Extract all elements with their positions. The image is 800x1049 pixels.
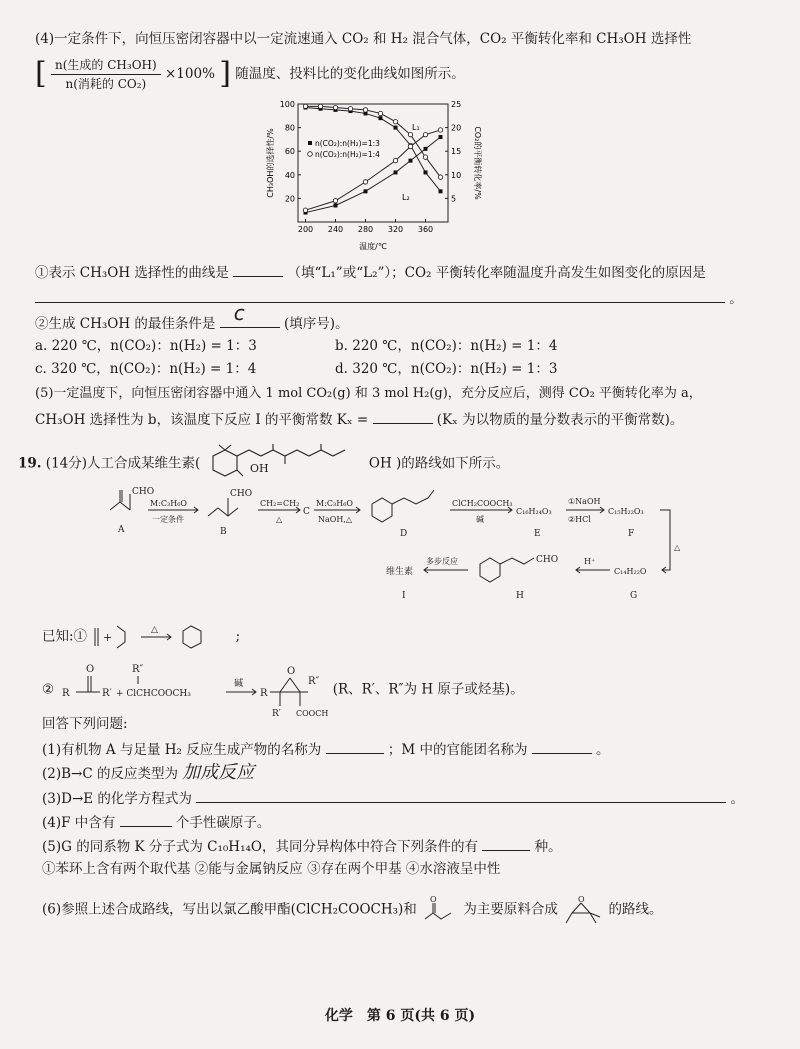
diels-alder-scheme: [91, 622, 231, 652]
f-formula: C₁₅H₂₂O₃: [608, 507, 644, 516]
label-b: B: [220, 527, 227, 537]
answer-blank-name[interactable]: [326, 739, 384, 754]
known-1-semicolon: ;: [235, 628, 241, 645]
structure-a: [110, 502, 130, 510]
label-a: A: [118, 525, 125, 535]
legend-marker-1-3: [308, 141, 312, 145]
data-point-circle: [363, 180, 367, 184]
known-1-label: 已知:①: [42, 628, 88, 645]
q19-6-text-c: 的路线。: [608, 901, 663, 918]
q18-4-q2-text2: (填序号)。: [284, 316, 349, 332]
option-c: c. 320 ℃，n(CO₂)：n(H₂) = 1：4: [35, 361, 257, 377]
cyclohexene: [183, 626, 201, 648]
y-tick-label: 20: [284, 194, 295, 204]
darzens-scheme: [58, 660, 328, 720]
g-formula: C₁₄H₂₂O: [614, 567, 647, 576]
x-tick-label: 200: [297, 225, 314, 234]
known-2: [42, 660, 524, 720]
selectivity-fraction: [51, 56, 161, 93]
known-1: [42, 622, 240, 652]
epoxide-o: O: [578, 895, 585, 904]
data-point-square: [424, 147, 428, 151]
q19-6: [42, 895, 662, 925]
label-h: H: [516, 591, 524, 601]
page-footer: 化学 第 6 页(共 6 页): [324, 1008, 476, 1024]
r1-bot: 一定条件: [152, 515, 184, 524]
legend-1-3: n(CO₂):n(H₂)=1:3: [315, 139, 380, 148]
known-2-label: ②: [42, 681, 55, 698]
butanone-structure: [421, 895, 459, 925]
q19-4: [42, 812, 270, 832]
y2-tick-label: 10: [451, 170, 462, 180]
known-2-product-rpp: R″: [308, 676, 320, 687]
q19-3-end: 。: [730, 791, 744, 807]
x-tick-label: 240: [327, 225, 344, 234]
data-point-square: [379, 116, 383, 120]
y-tick-label: 60: [284, 147, 295, 157]
questions-header: 回答下列问题:: [42, 716, 128, 732]
q18-4-q1-end: 。: [729, 291, 743, 307]
data-point-circle: [438, 128, 442, 132]
known-2-base: 碱: [234, 679, 244, 689]
q19-6-text-b: 为主要原料合成: [463, 901, 558, 918]
q19-3: [42, 788, 744, 808]
r6: H⁺: [584, 557, 596, 566]
q18-4-q2: [35, 301, 349, 333]
known-2-product-cooch3: COOCH₃: [296, 709, 329, 718]
label-g: G: [630, 591, 638, 601]
r5-top: ①NaOH: [568, 497, 601, 506]
data-point-circle: [393, 158, 397, 162]
y-tick-label: 40: [284, 170, 295, 180]
r7: △: [674, 543, 681, 552]
b-cho: CHO: [230, 489, 253, 499]
plot-frame: [298, 104, 448, 222]
answer-blank-isomers[interactable]: [482, 836, 530, 851]
q18-4-intro2: 随温度、投料比的变化曲线如图所示。: [235, 66, 465, 82]
y-axis-label: CH₃OH的选择性/%: [266, 128, 275, 198]
data-point-circle: [348, 107, 352, 111]
x-tick-label: 360: [417, 225, 434, 234]
structure-b: [208, 508, 238, 516]
r3-top: M:C₃H₆O: [316, 499, 353, 508]
q18-4-q1-text: ①表示 CH₃OH 选择性的曲线是: [35, 265, 229, 281]
q19-1-text: (1)有机物 A 与足量 H₂ 反应生成产物的名称为: [42, 742, 322, 758]
y2-tick-label: 25: [451, 100, 462, 109]
legend-marker-1-4: [308, 152, 313, 157]
data-point-square: [439, 189, 443, 193]
curve-label-l1: L₁: [412, 123, 420, 132]
answer-blank-chiral[interactable]: [120, 812, 172, 827]
option-d: d. 320 ℃，n(CO₂)：n(H₂) = 1：3: [335, 361, 558, 377]
q18-4-q1-line2: [35, 288, 743, 308]
r5-bot: ②HCl: [568, 515, 591, 524]
answer-blank-curve[interactable]: [233, 262, 283, 277]
label-c: C: [303, 507, 310, 517]
q19-5-text: (5)G 的同系物 K 分子式为 C₁₀H₁₄O，其同分异构体中符合下列条件的有: [42, 839, 478, 855]
data-point-circle: [393, 120, 397, 124]
r4-bot: 碱: [476, 515, 484, 524]
y-tick-label: 100: [279, 100, 295, 109]
q19-3-text: (3)D→E 的化学方程式为: [42, 791, 192, 807]
answer-blank-kx[interactable]: [373, 409, 433, 424]
known-2-o: O: [86, 664, 95, 675]
x-axis-label: 温度/℃: [359, 242, 387, 251]
answer-blank-condition[interactable]: [220, 301, 280, 328]
q19-2: [42, 764, 254, 783]
answer-blank-reason[interactable]: [35, 288, 725, 303]
data-point-square: [334, 203, 338, 207]
a-cho: CHO: [132, 487, 155, 497]
q18-4-q1-text2: （填“L₁”或“L₂”）；CO₂ 平衡转化率随温度升高发生如图变化的原因是: [287, 265, 706, 281]
q19-title: [18, 444, 509, 484]
x-tick-label: 280: [357, 225, 374, 234]
data-point-circle: [333, 199, 337, 203]
data-point-circle: [333, 105, 337, 109]
q19-2-text: (2)B→C 的反应类型为: [42, 766, 178, 782]
y2-tick-label: 20: [451, 123, 462, 133]
h-cho: CHO: [536, 555, 559, 565]
label-e: E: [534, 529, 541, 539]
data-point-circle: [378, 111, 382, 115]
known-2-product-r: R: [260, 688, 268, 699]
q19-1: [42, 739, 610, 759]
right-bracket: ]: [219, 56, 231, 91]
q19-1-end: 。: [596, 742, 610, 758]
data-point-circle: [423, 132, 427, 136]
data-point-square: [424, 170, 428, 174]
q19-title-b: )的路线如下所示。: [396, 455, 510, 472]
known-2-note: (R、R′、R″为 H 原子或烃基)。: [332, 681, 524, 698]
data-point-circle: [408, 132, 412, 136]
q18-5-line2-text2: (Kₓ 为以物质的量分数表示的平衡常数)。: [436, 412, 684, 428]
known-2-epoxide-o: O: [287, 666, 296, 677]
handwritten-answer-addition: 加成反应: [182, 762, 255, 783]
q18-4-fraction-line: [35, 55, 465, 93]
r2-bot: △: [276, 515, 283, 524]
e-formula: C₁₆H₂₄O₃: [516, 507, 552, 516]
chart-series: [303, 104, 442, 214]
option-b: b. 220 ℃，n(CO₂)：n(H₂) = 1：4: [335, 338, 558, 354]
q19-5: [42, 836, 562, 856]
option-a: a. 220 ℃，n(CO₂)：n(H₂) = 1：3: [35, 338, 257, 354]
r4-top: ClCH₂COOCH₃: [452, 499, 513, 508]
legend-1-4: n(CO₂):n(H₂)=1:4: [315, 150, 380, 159]
label-d: D: [400, 529, 408, 539]
q19-5-conditions: ①苯环上含有两个取代基 ②能与金属钠反应 ③存在两个甲基 ④水溶液呈中性: [42, 861, 501, 877]
y2-tick-label: 15: [451, 147, 462, 157]
data-point-circle: [303, 104, 307, 108]
q18-5-line2: [35, 409, 683, 429]
q18-4-q1: [35, 262, 706, 282]
data-point-square: [439, 135, 443, 139]
label-i: I: [402, 591, 406, 601]
structure-h: [480, 558, 500, 582]
r1-top: M:C₃H₆O: [150, 499, 187, 508]
data-point-circle: [303, 208, 307, 212]
data-point-circle: [318, 104, 322, 108]
fraction-denominator: n(消耗的 CO₂): [65, 76, 147, 91]
q19-6-text-a: (6)参照上述合成路线，写出以氯乙酸甲酯(ClCH₂COOCH₃)和: [42, 901, 417, 918]
answer-blank-group[interactable]: [532, 739, 592, 754]
butanone-o: O: [430, 895, 437, 904]
vitamin-ring: [213, 450, 237, 476]
q19-number: 19.: [18, 455, 42, 472]
r3-bot: NaOH,△: [318, 515, 352, 524]
r8: 多步反应: [426, 557, 458, 566]
q18-5-line2-text: CH₃OH 选择性为 b，该温度下反应 Ⅰ 的平衡常数 Kₓ =: [35, 412, 369, 428]
known-1-delta: △: [151, 625, 159, 635]
curve-label-l2: L₂: [402, 193, 410, 202]
fraction-multiplier: ×100%: [164, 66, 215, 82]
vitamin-oh-terminal: OH: [368, 455, 392, 472]
arrow-f-g: [660, 510, 670, 570]
q18-4-q2-text: ②生成 CH₃OH 的最佳条件是: [35, 316, 216, 332]
data-point-circle: [423, 155, 427, 159]
data-point-square: [394, 170, 398, 174]
known-2-rpp: R″: [132, 664, 144, 675]
known-2-rp: R′: [102, 688, 113, 699]
q19-4-text2: 个手性碳原子。: [175, 815, 271, 831]
y2-tick-label: 5: [451, 194, 457, 204]
known-2-product-rp: R′: [272, 709, 282, 719]
x-tick-label: 320: [387, 225, 404, 234]
epoxide-target-structure: [562, 895, 604, 925]
left-bracket: [: [35, 56, 47, 91]
q18-5-line1: (5)一定温度下，向恒压密闭容器中通入 1 mol CO₂(g) 和 3 mol H₂(g)，充分反应后，测得 CO₂ 平衡转化率为 a，: [35, 386, 702, 401]
known-2-reagent: + ClCHCOOCH₃: [116, 689, 192, 699]
q19-1-text2: ；M 中的官能团名称为: [387, 742, 528, 758]
vitamin-label: 维生素: [386, 567, 414, 577]
legend: [308, 139, 380, 159]
y2-axis-label: CO₂的平衡转化率/%: [473, 126, 482, 200]
known-2-r: R: [62, 688, 70, 699]
q19-4-text: (4)F 中含有: [42, 815, 116, 831]
q19-title-a: (14分)人工合成某维生素(: [45, 455, 201, 472]
data-point-circle: [408, 144, 412, 148]
r2-top: CH₂=CH₂: [260, 499, 300, 508]
data-point-square: [394, 126, 398, 130]
fraction-numerator: n(生成的 CH₃OH): [51, 56, 161, 75]
label-f: F: [628, 529, 635, 539]
vitamin-structure: [205, 444, 365, 484]
vitamin-oh-label: OH: [250, 462, 269, 475]
q19-5-text2: 种。: [534, 839, 562, 855]
data-point-circle: [438, 175, 442, 179]
y-tick-label: 80: [284, 123, 295, 133]
data-point-circle: [363, 108, 367, 112]
answer-blank-equation[interactable]: [196, 788, 726, 803]
handwritten-answer-c: c: [233, 301, 245, 325]
q18-4-intro: (4)一定条件下，向恒压密闭容器中以一定流速通入 CO₂ 和 H₂ 混合气体，CO₂ 平衡转化率和 CH₃OH 选择性: [35, 31, 692, 47]
svg-text:+: +: [103, 631, 113, 644]
data-point-square: [409, 159, 413, 163]
data-point-square: [364, 189, 368, 193]
structure-d: [372, 498, 392, 522]
selectivity-conversion-chart: [262, 96, 482, 256]
synthesis-scheme: [100, 480, 700, 610]
